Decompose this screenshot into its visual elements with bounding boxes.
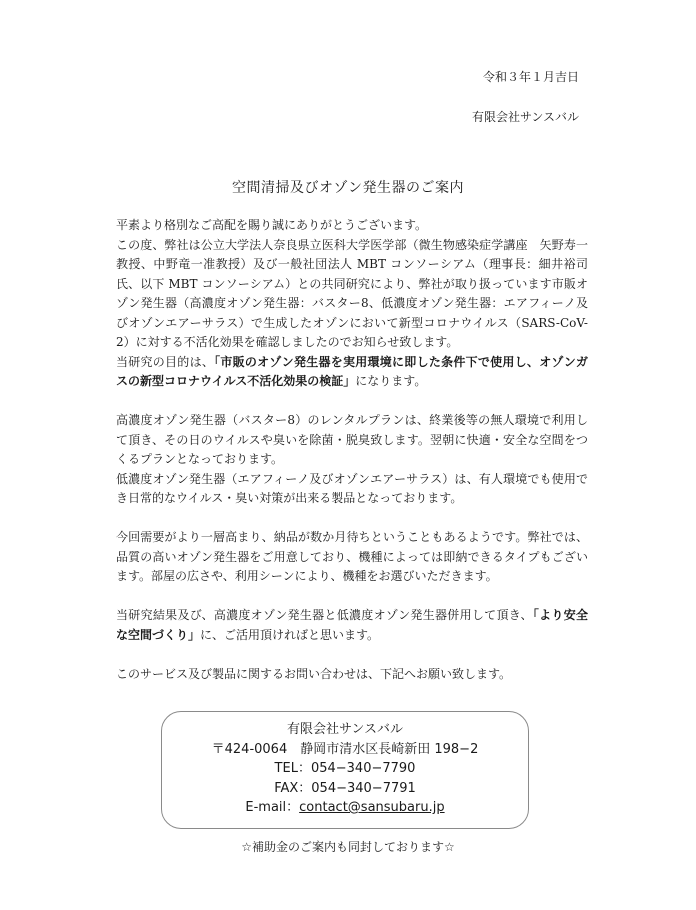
inquiry-paragraph: このサービス及び製品に関するお問い合わせは、下記へお願い致します。 bbox=[116, 666, 512, 681]
contact-tel: TEL：054−340−7790 bbox=[274, 761, 416, 776]
letter-date: 令和３年１月吉日 bbox=[482, 70, 579, 84]
purpose-prefix: 当研究の目的は、 bbox=[116, 354, 215, 369]
recommendation-suffix: に、ご活用頂ければと思います。 bbox=[200, 627, 380, 642]
contact-email-label: E-mail： bbox=[245, 800, 300, 815]
purpose-emphasis: 「市販のオゾン発生器を実用環境に即した条件下で使用し、オゾンガスの新型コロナウイルス不活化効果の検証」 bbox=[116, 354, 588, 388]
high-concentration-paragraph: 高濃度オゾン発生器（バスター8）のレンタルプランは、終業後等の無人環境で利用して頂き、その日のウイルスや臭いを除菌・脱臭致します。翌朝に快適・安全な空間をつくるプランとなっております。 bbox=[116, 413, 588, 466]
recommendation-emphasis: 「より安全な空間づくり」 bbox=[116, 608, 588, 642]
research-paragraph: この度、弊社は公立大学法人奈良県立医科大学医学部（微生物感染症学講座 矢野寿一教授、中野竜一准教授）及び一般社団法人 MBT コンソーシアム（理事長：細井裕司氏、以下 MBT コンソーシアム）との共同研究により、弊社が取り扱っています市販オゾン発生器（高濃度オゾン発生器：バスター8、低濃度オゾン発生器：エアフィーノ及びオゾンエアーサラス）で生成したオゾンにおいて新型コロナウイルス（SARS-CoV-2）に対する不活化効果を確認しましたのでお知らせ致します。 bbox=[116, 237, 588, 349]
contact-email-link[interactable]: contact@sansubaru.jp bbox=[299, 800, 445, 815]
low-concentration-paragraph: 低濃度オゾン発生器（エアフィーノ及びオゾンエアーサラス）は、有人環境でも使用でき日常的なウイルス・臭い対策が出来る製品となっております。 bbox=[116, 471, 588, 505]
contact-email-row bbox=[162, 798, 528, 818]
sender-name: 有限会社サンスバル bbox=[471, 110, 579, 124]
greeting-paragraph: 平素より格別なご高配を賜り誠にありがとうございます。 bbox=[116, 218, 428, 232]
subsidy-footnote: ☆補助金のご案内も同封しております☆ bbox=[241, 840, 455, 854]
recommendation-paragraph bbox=[116, 606, 588, 645]
contact-address: 〒424-0064 静岡市清水区長崎新田 198−2 bbox=[211, 741, 479, 757]
contact-box bbox=[161, 711, 529, 829]
contact-fax: FAX：054−340−7791 bbox=[274, 780, 416, 796]
purpose-suffix: になります。 bbox=[355, 374, 427, 388]
purpose-paragraph bbox=[116, 353, 588, 392]
letter-title: 空間清掃及びオゾン発生器のご案内 bbox=[232, 180, 464, 196]
recommendation-prefix: 当研究結果及び、高濃度オゾン発生器と低濃度オゾン発生器併用して頂き、 bbox=[116, 608, 533, 622]
demand-paragraph: 今回需要がより一層高まり、納品が数か月待ちということもあるようです。弊社では、品質の高いオゾン発生器をご用意しており、機種によっては即納できるタイプもございます。部屋の広さや、利用シーンにより、機種をお選びいただきます。 bbox=[116, 530, 588, 583]
letter-body bbox=[116, 216, 588, 684]
contact-company: 有限会社サンスバル bbox=[287, 722, 403, 737]
